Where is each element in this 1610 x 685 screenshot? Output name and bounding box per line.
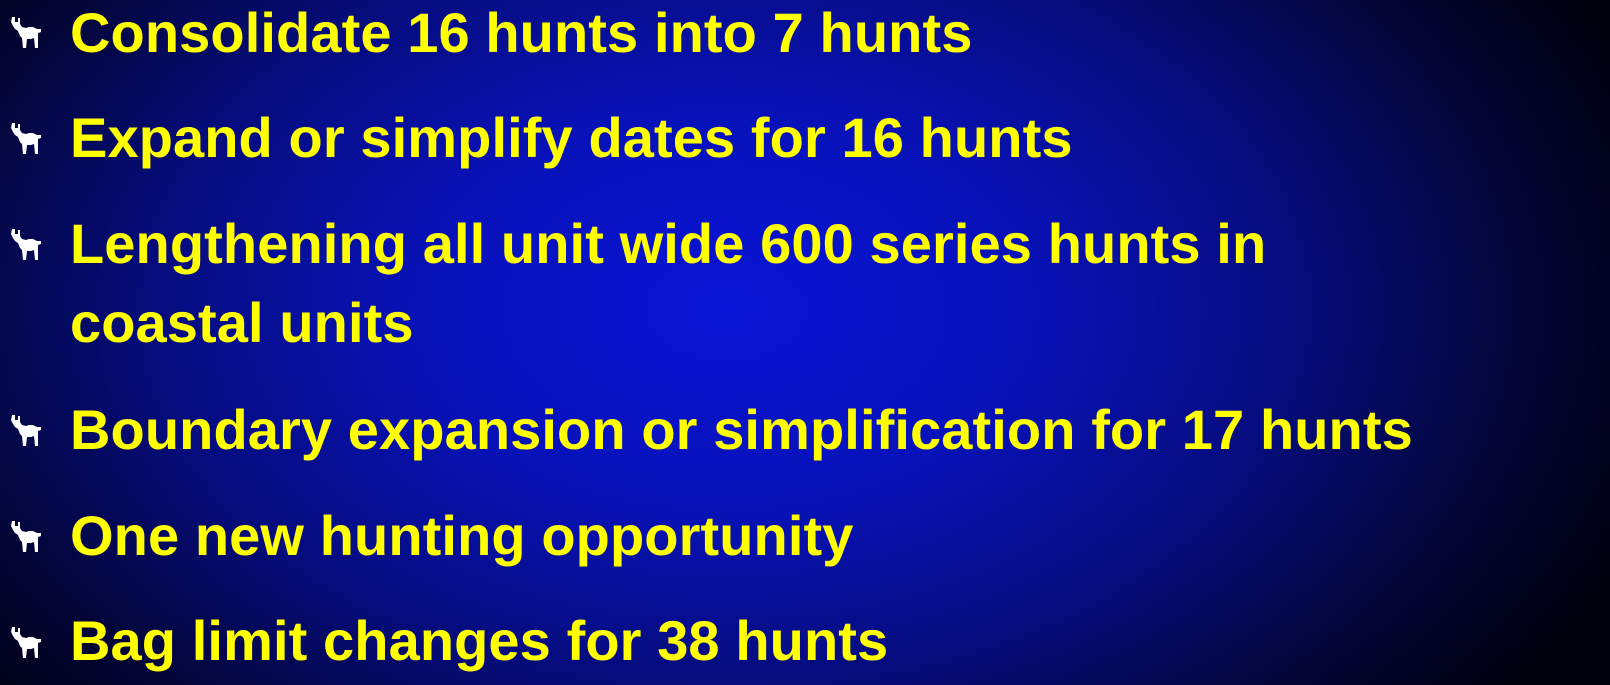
bullet-line: Boundary expansion or simplification for 17 hunts <box>70 398 1413 461</box>
bullet-line: Lengthening all unit wide 600 series hunts in <box>70 212 1267 275</box>
deer-icon <box>7 120 47 160</box>
bullet-line: Bag limit changes for 38 hunts <box>70 609 889 672</box>
bullet-text <box>70 204 1266 362</box>
deer-icon <box>7 412 47 452</box>
deer-icon <box>7 14 47 54</box>
bullet-line: Consolidate 16 hunts into 7 hunts <box>70 1 973 64</box>
bullet-text <box>70 601 888 680</box>
bullet-text <box>70 98 1073 177</box>
bullet-line: Expand or simplify dates for 16 hunts <box>70 106 1073 169</box>
deer-icon <box>7 226 47 266</box>
deer-icon <box>7 518 47 558</box>
bullet-line: One new hunting opportunity <box>70 504 854 567</box>
bullet-text <box>70 0 972 72</box>
deer-icon <box>7 624 47 664</box>
bullet-text <box>70 496 853 575</box>
bullet-line: coastal units <box>70 291 414 354</box>
bullet-text <box>70 390 1413 469</box>
